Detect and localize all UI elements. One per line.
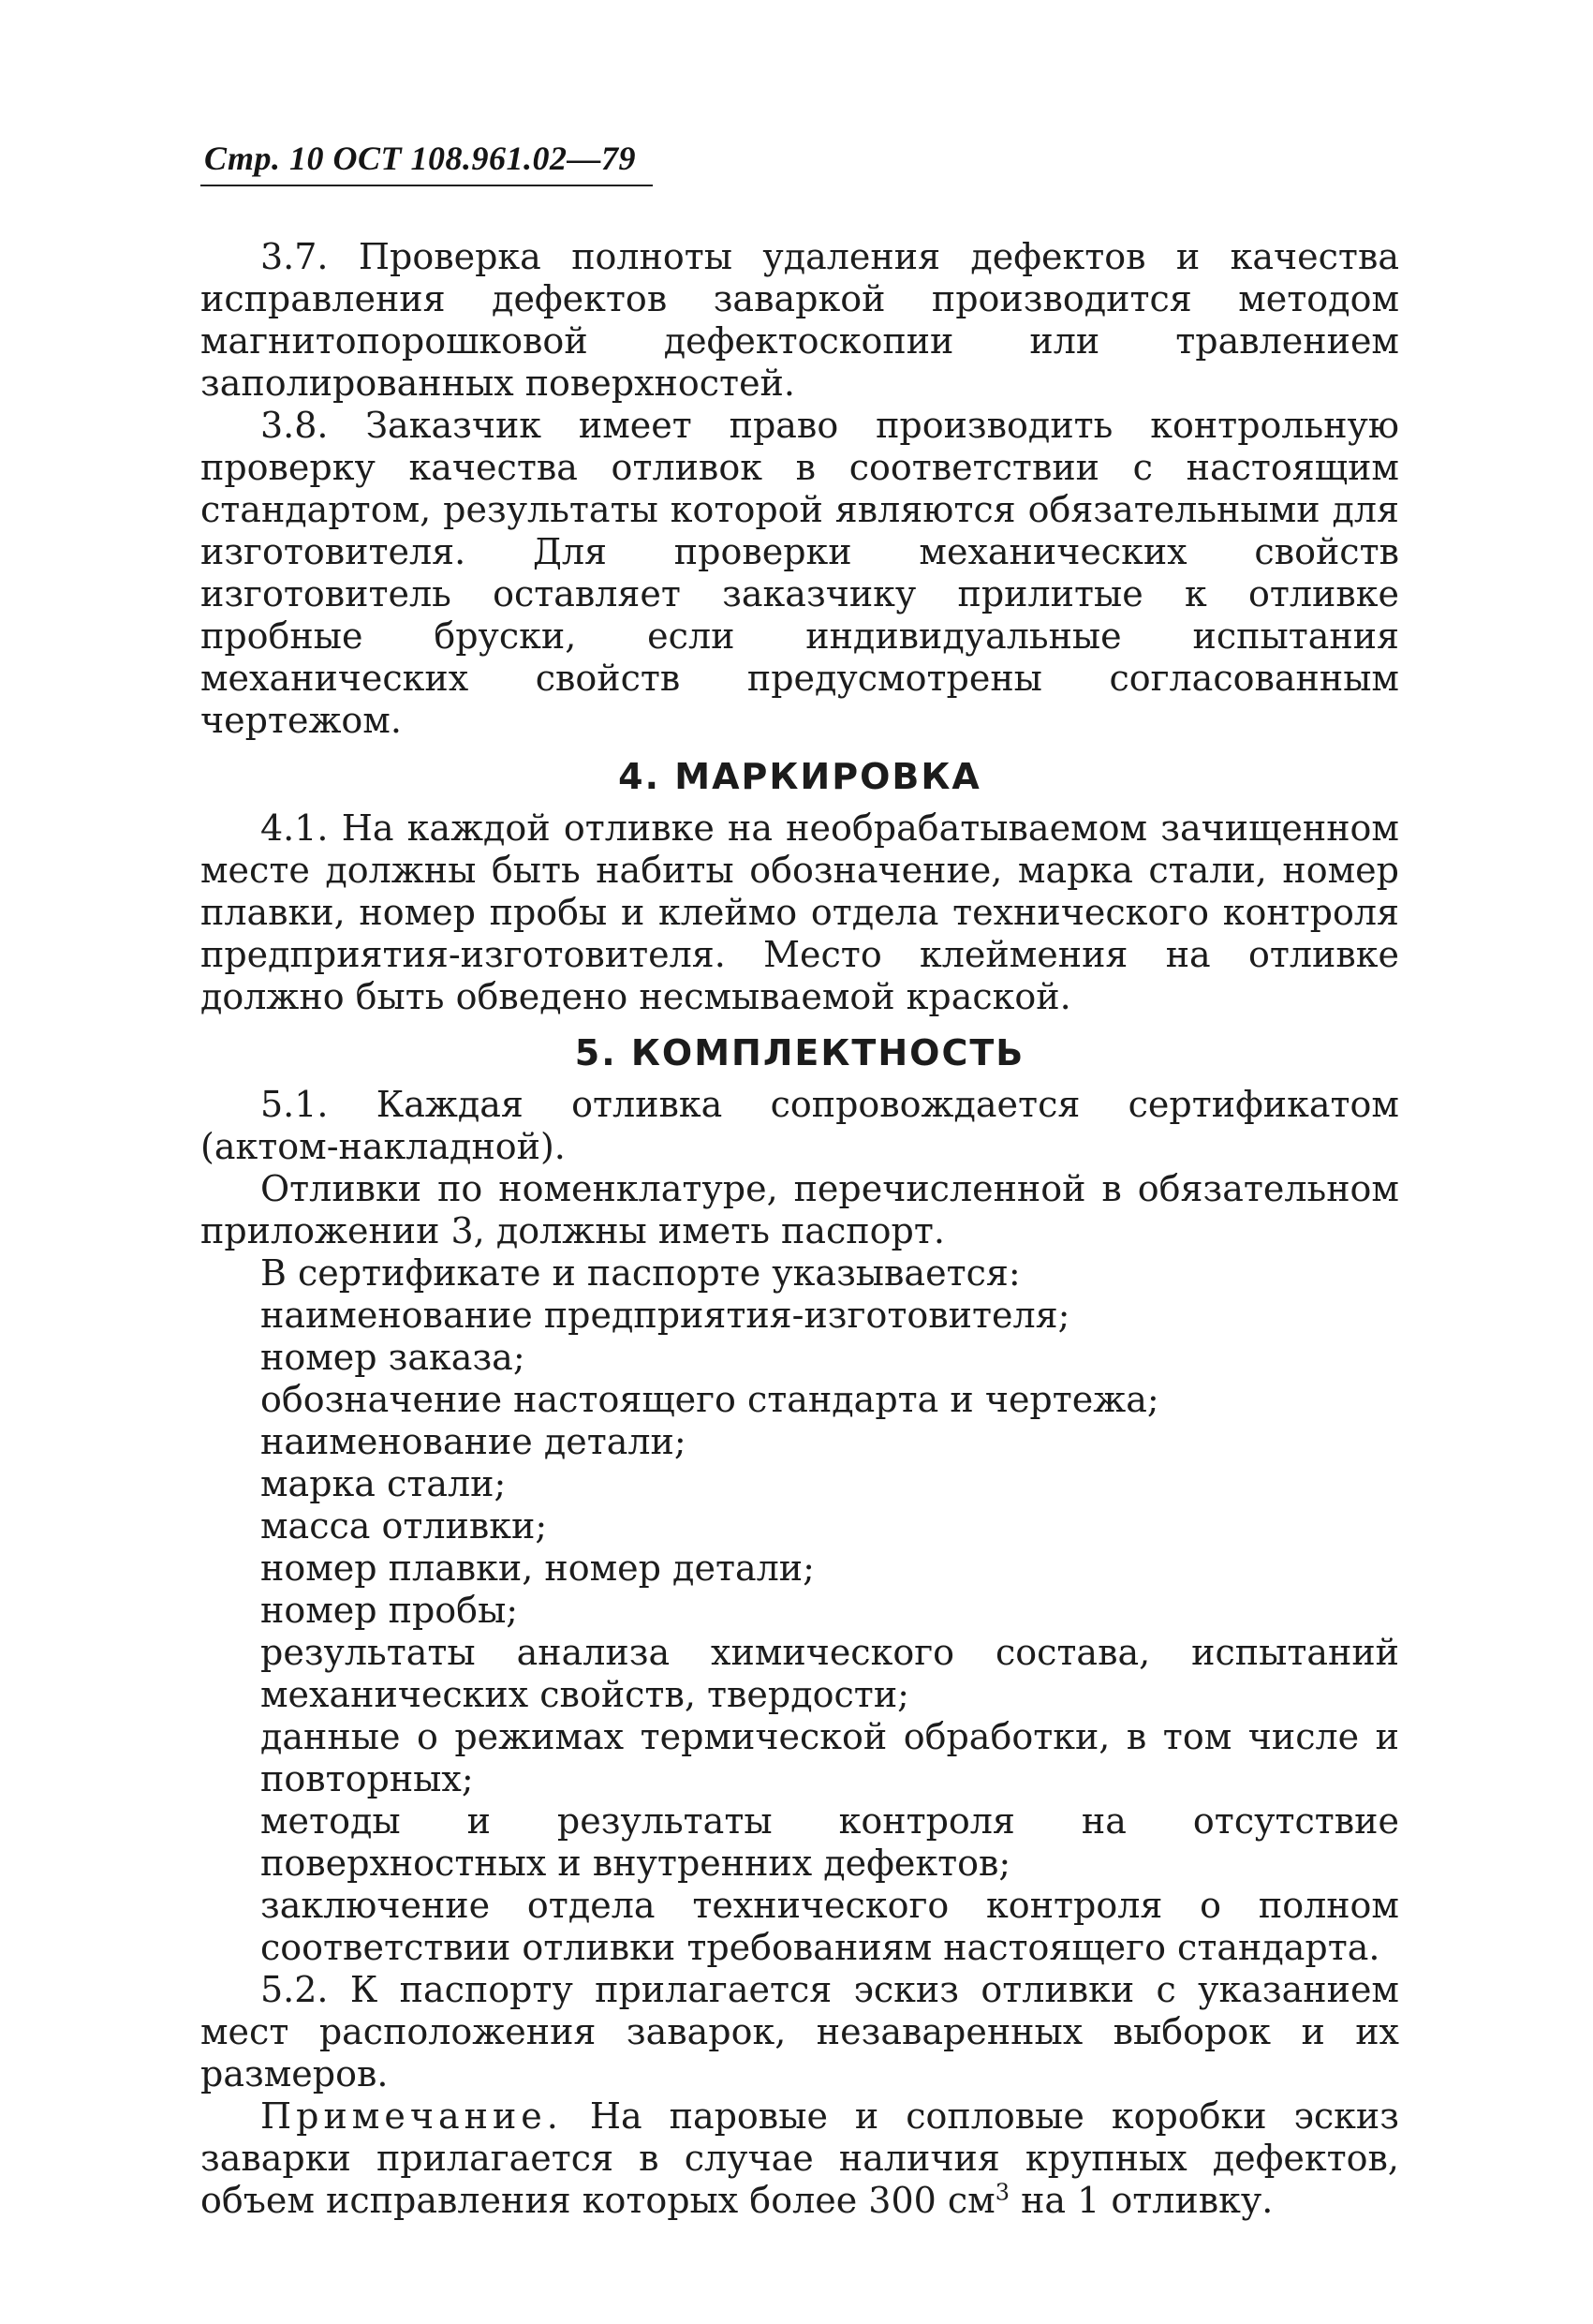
list-item: марка стали; [260, 1463, 507, 1504]
list-item: номер плавки, номер детали; [260, 1547, 815, 1589]
list-item: масса отливки; [260, 1505, 548, 1547]
paragraph-5-2: 5.2. К паспорту прилагается эскиз отливки с указанием мест расположения заварок, незаваренных выборок и их размеров. [200, 1969, 1399, 2095]
header-rule [200, 185, 653, 186]
paragraph-certificate-intro: В сертификате и паспорте указывается: [260, 1252, 1021, 1294]
list-item: обозначение настоящего стандарта и чертежа; [260, 1379, 1159, 1420]
paragraph-4-1: 4.1. На каждой отливке на необрабатываемом зачищенном месте должны быть набиты обозначение, марка стали, номер плавки, номер пробы и клеймо отдела технического контроля предприятия-изготовителя. Место клеймения на отливке должно быть обведено несмываемой краской. [200, 807, 1399, 1017]
list-item: результаты анализа химического состава, испытаний механических свойств, твердости; [260, 1632, 1399, 1715]
note-paragraph [200, 2095, 1399, 2222]
paragraph-3-8: 3.8. Заказчик имеет право производить контрольную проверку качества отливок в соответствии с настоящим стандартом, результаты которой являются обязательными для изготовителя. Для проверки механических свойств изготовитель оставляет заказчику прилитые к отливке пробные бруски, если индивидуальные испытания механических свойств предусмотрены согласованным чертежом. [200, 405, 1399, 741]
note-superscript: 3 [995, 2179, 1010, 2206]
note-text: На паровые и сопловые коробки эскиз заварки прилагается в случае наличия крупных дефектов, объем исправления которых более 300 см [200, 2095, 1399, 2221]
list-item: методы и результаты контроля на отсутствие поверхностных и внутренних дефектов; [260, 1800, 1399, 1884]
note-tail: на 1 отливку. [1010, 2180, 1274, 2221]
document-body [200, 236, 1399, 2222]
section-heading-marking: 4. МАРКИРОВКА [618, 756, 981, 797]
paragraph-passport: Отливки по номенклатуре, перечисленной в обязательном приложении 3, должны иметь паспорт. [200, 1168, 1399, 1251]
list-item: наименование предприятия-изготовителя; [260, 1295, 1070, 1336]
note-label: Примечание. [260, 2095, 563, 2137]
page-header: Стр. 10 ОСТ 108.961.02—79 [204, 140, 637, 177]
paragraph-5-1: 5.1. Каждая отливка сопровождается сертификатом (актом-накладной). [200, 1084, 1399, 1167]
paragraph-3-7: 3.7. Проверка полноты удаления дефектов и качества исправления дефектов заваркой производится методом магнитопорошковой дефектоскопии или травлением заполированных поверхностей. [200, 236, 1399, 404]
list-item: заключение отдела технического контроля о полном соответствии отливки требованиям настоящего стандарта. [260, 1885, 1399, 1968]
section-heading-completeness: 5. КОМПЛЕКТНОСТЬ [574, 1032, 1025, 1073]
list-item: наименование детали; [260, 1421, 686, 1462]
list-item: данные о режимах термической обработки, в том числе и повторных; [260, 1716, 1399, 1799]
list-item: номер заказа; [260, 1337, 525, 1378]
list-item: номер пробы; [260, 1590, 519, 1631]
